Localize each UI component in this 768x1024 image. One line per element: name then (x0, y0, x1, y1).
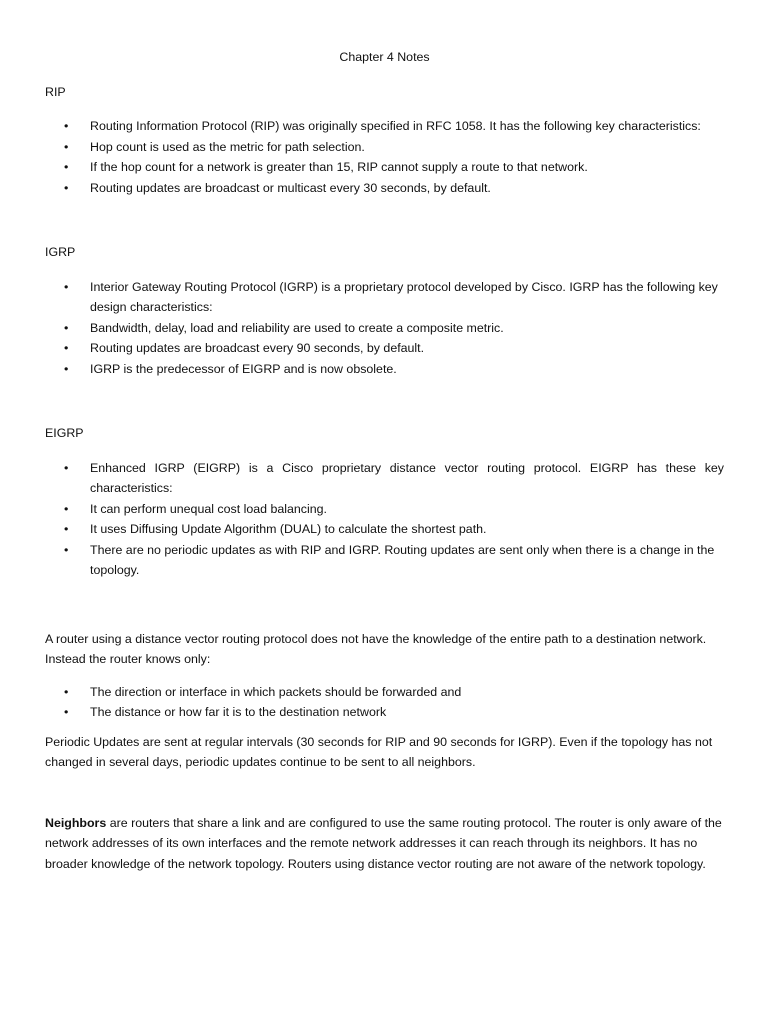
igrp-bullet-list (45, 277, 724, 380)
list-item: • If the hop count for a network is greater than 15, RIP cannot supply a route to that network. (45, 157, 724, 178)
section-heading-eigrp: EIGRP (45, 426, 84, 440)
section-heading-rip: RIP (45, 84, 66, 99)
bullet-icon: • (64, 180, 69, 195)
list-item: • IGRP is the predecessor of EIGRP and is now obsolete. (45, 359, 724, 380)
list-item: • Bandwidth, delay, load and reliability are used to create a composite metric. (45, 318, 724, 339)
bullet-icon: • (64, 341, 69, 355)
section-heading-igrp: IGRP (45, 245, 76, 259)
bullet-icon: • (64, 160, 69, 174)
rip-bullet-list (45, 116, 724, 198)
document-title: Chapter 4 Notes (339, 50, 430, 64)
neighbors-term: Neighbors (45, 815, 107, 830)
bullet-icon: • (64, 279, 69, 294)
list-item: • It uses Diffusing Update Algorithm (DUAL) to calculate the shortest path. (45, 519, 724, 540)
bullet-icon: • (64, 542, 69, 557)
distance-vector-paragraph: A router using a distance vector routing protocol does not have the knowledge of the entire path to a destination network. Instead the router knows only: (45, 631, 707, 666)
bullet-icon: • (64, 361, 69, 376)
bullet-icon: • (64, 684, 69, 699)
list-item: • Hop count is used as the metric for path selection. (45, 137, 724, 158)
eigrp-bullet-list (45, 458, 724, 581)
list-item: • The distance or how far it is to the destination network (45, 702, 724, 723)
bullet-icon: • (64, 460, 69, 475)
bullet-icon: • (64, 139, 69, 154)
neighbors-text: are routers that share a link and are configured to use the same routing protocol. The router is only aware of the network addresses of its own interfaces and the remote network addresses it can reach through its neighbors. It has no broader knowledge of the network topology. Routers using distance vector routing are not aware of the network topology. (45, 815, 722, 871)
bullet-icon: • (64, 119, 69, 133)
periodic-updates-paragraph: Periodic Updates are sent at regular intervals (30 seconds for RIP and 90 seconds for IGRP). Even if the topology has not changed in several days, periodic updates continue to be sent to all neighbors. (45, 734, 713, 769)
distance-vector-bullet-list (45, 682, 724, 723)
list-item: • Enhanced IGRP (EIGRP) is a Cisco proprietary distance vector routing protocol. EIGRP has these key characteristics: (45, 458, 724, 499)
list-item: • The direction or interface in which packets should be forwarded and (45, 682, 724, 703)
list-item: • Interior Gateway Routing Protocol (IGRP) is a proprietary protocol developed by Cisco. IGRP has the following key design characteristics: (45, 277, 724, 318)
list-item: • Routing updates are broadcast every 90 seconds, by default. (45, 338, 724, 359)
bullet-icon: • (64, 320, 69, 335)
list-item: • Routing updates are broadcast or multicast every 30 seconds, by default. (45, 178, 724, 199)
list-item: • There are no periodic updates as with RIP and IGRP. Routing updates are sent only when there is a change in the topology. (45, 540, 724, 581)
neighbors-paragraph (45, 813, 724, 875)
bullet-icon: • (64, 501, 69, 516)
list-item: • It can perform unequal cost load balancing. (45, 499, 724, 520)
bullet-icon: • (64, 522, 69, 536)
list-item: • Routing Information Protocol (RIP) was originally specified in RFC 1058. It has the following key characteristics: (45, 116, 724, 137)
bullet-icon: • (64, 705, 69, 719)
